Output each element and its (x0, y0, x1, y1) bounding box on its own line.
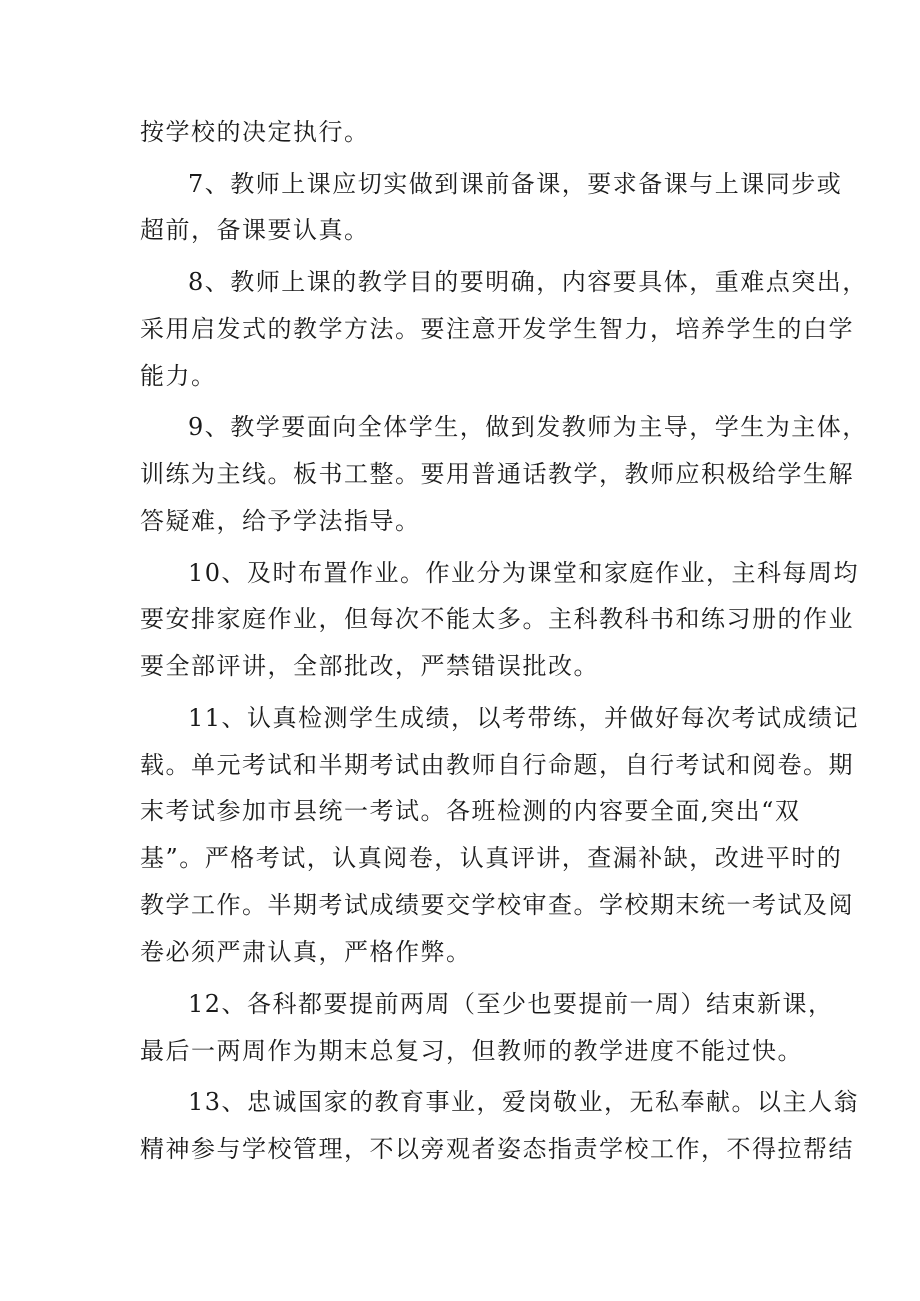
text-line: 训练为主线。板书工整。要用普通话教学，教师应积极给学生解 (140, 460, 854, 488)
text-line: 末考试参加市县统一考试。各班检测的内容要全面,突出“双 (140, 797, 801, 825)
text-line: 要安排家庭作业，但每次不能太多。主科教科书和练习册的作业 (140, 605, 854, 633)
paragraph-10-line-1: 10、及时布置作业。作业分为课堂和家庭作业，主科每周均 (188, 559, 860, 587)
text-line: 精神参与学校管理，不以旁观者姿态指责学校工作，不得拉帮结 (140, 1135, 854, 1163)
paragraph-7-line-1: 7、教师上课应切实做到课前备课，要求备课与上课同步或 (188, 170, 843, 198)
text-line: 基”。严格考试，认真阅卷，认真评讲，查漏补缺，改进平时的 (140, 844, 843, 872)
text-line: 能力。 (140, 362, 217, 390)
text-line: 答疑难，给予学法指导。 (140, 507, 421, 535)
paragraph-8-line-1: 8、教师上课的教学目的要明确，内容要具体，重难点突出， (188, 268, 868, 296)
text-line: 最后一两周作为期末总复习，但教师的教学进度不能过快。 (140, 1037, 803, 1065)
paragraph-12-line-1: 12、各科都要提前两周（至少也要提前一周）结束新课， (188, 990, 834, 1018)
text-line: 按学校的决定执行。 (140, 118, 370, 146)
paragraph-9-line-1: 9、教学要面向全体学生，做到发教师为主导，学生为主体， (188, 413, 868, 441)
text-line: 卷必须严肃认真，严格作弊。 (140, 938, 472, 966)
text-line: 载。单元考试和半期考试由教师自行命题，自行考试和阅卷。期 (140, 751, 854, 779)
paragraph-11-line-1: 11、认真检测学生成绩，以考带练，并做好每次考试成绩记 (188, 704, 860, 732)
text-line: 要全部评讲，全部批改，严禁错误批改。 (140, 652, 599, 680)
text-line: 超前，备课要认真。 (140, 216, 370, 244)
text-line: 教学工作。半期考试成绩要交学校审查。学校期末统一考试及阅 (140, 891, 854, 919)
text-line: 采用启发式的教学方法。要注意开发学生智力，培养学生的白学 (140, 315, 854, 343)
paragraph-13-line-1: 13、忠诚国家的教育事业，爱岗敬业，无私奉献。以主人翁 (188, 1088, 860, 1116)
